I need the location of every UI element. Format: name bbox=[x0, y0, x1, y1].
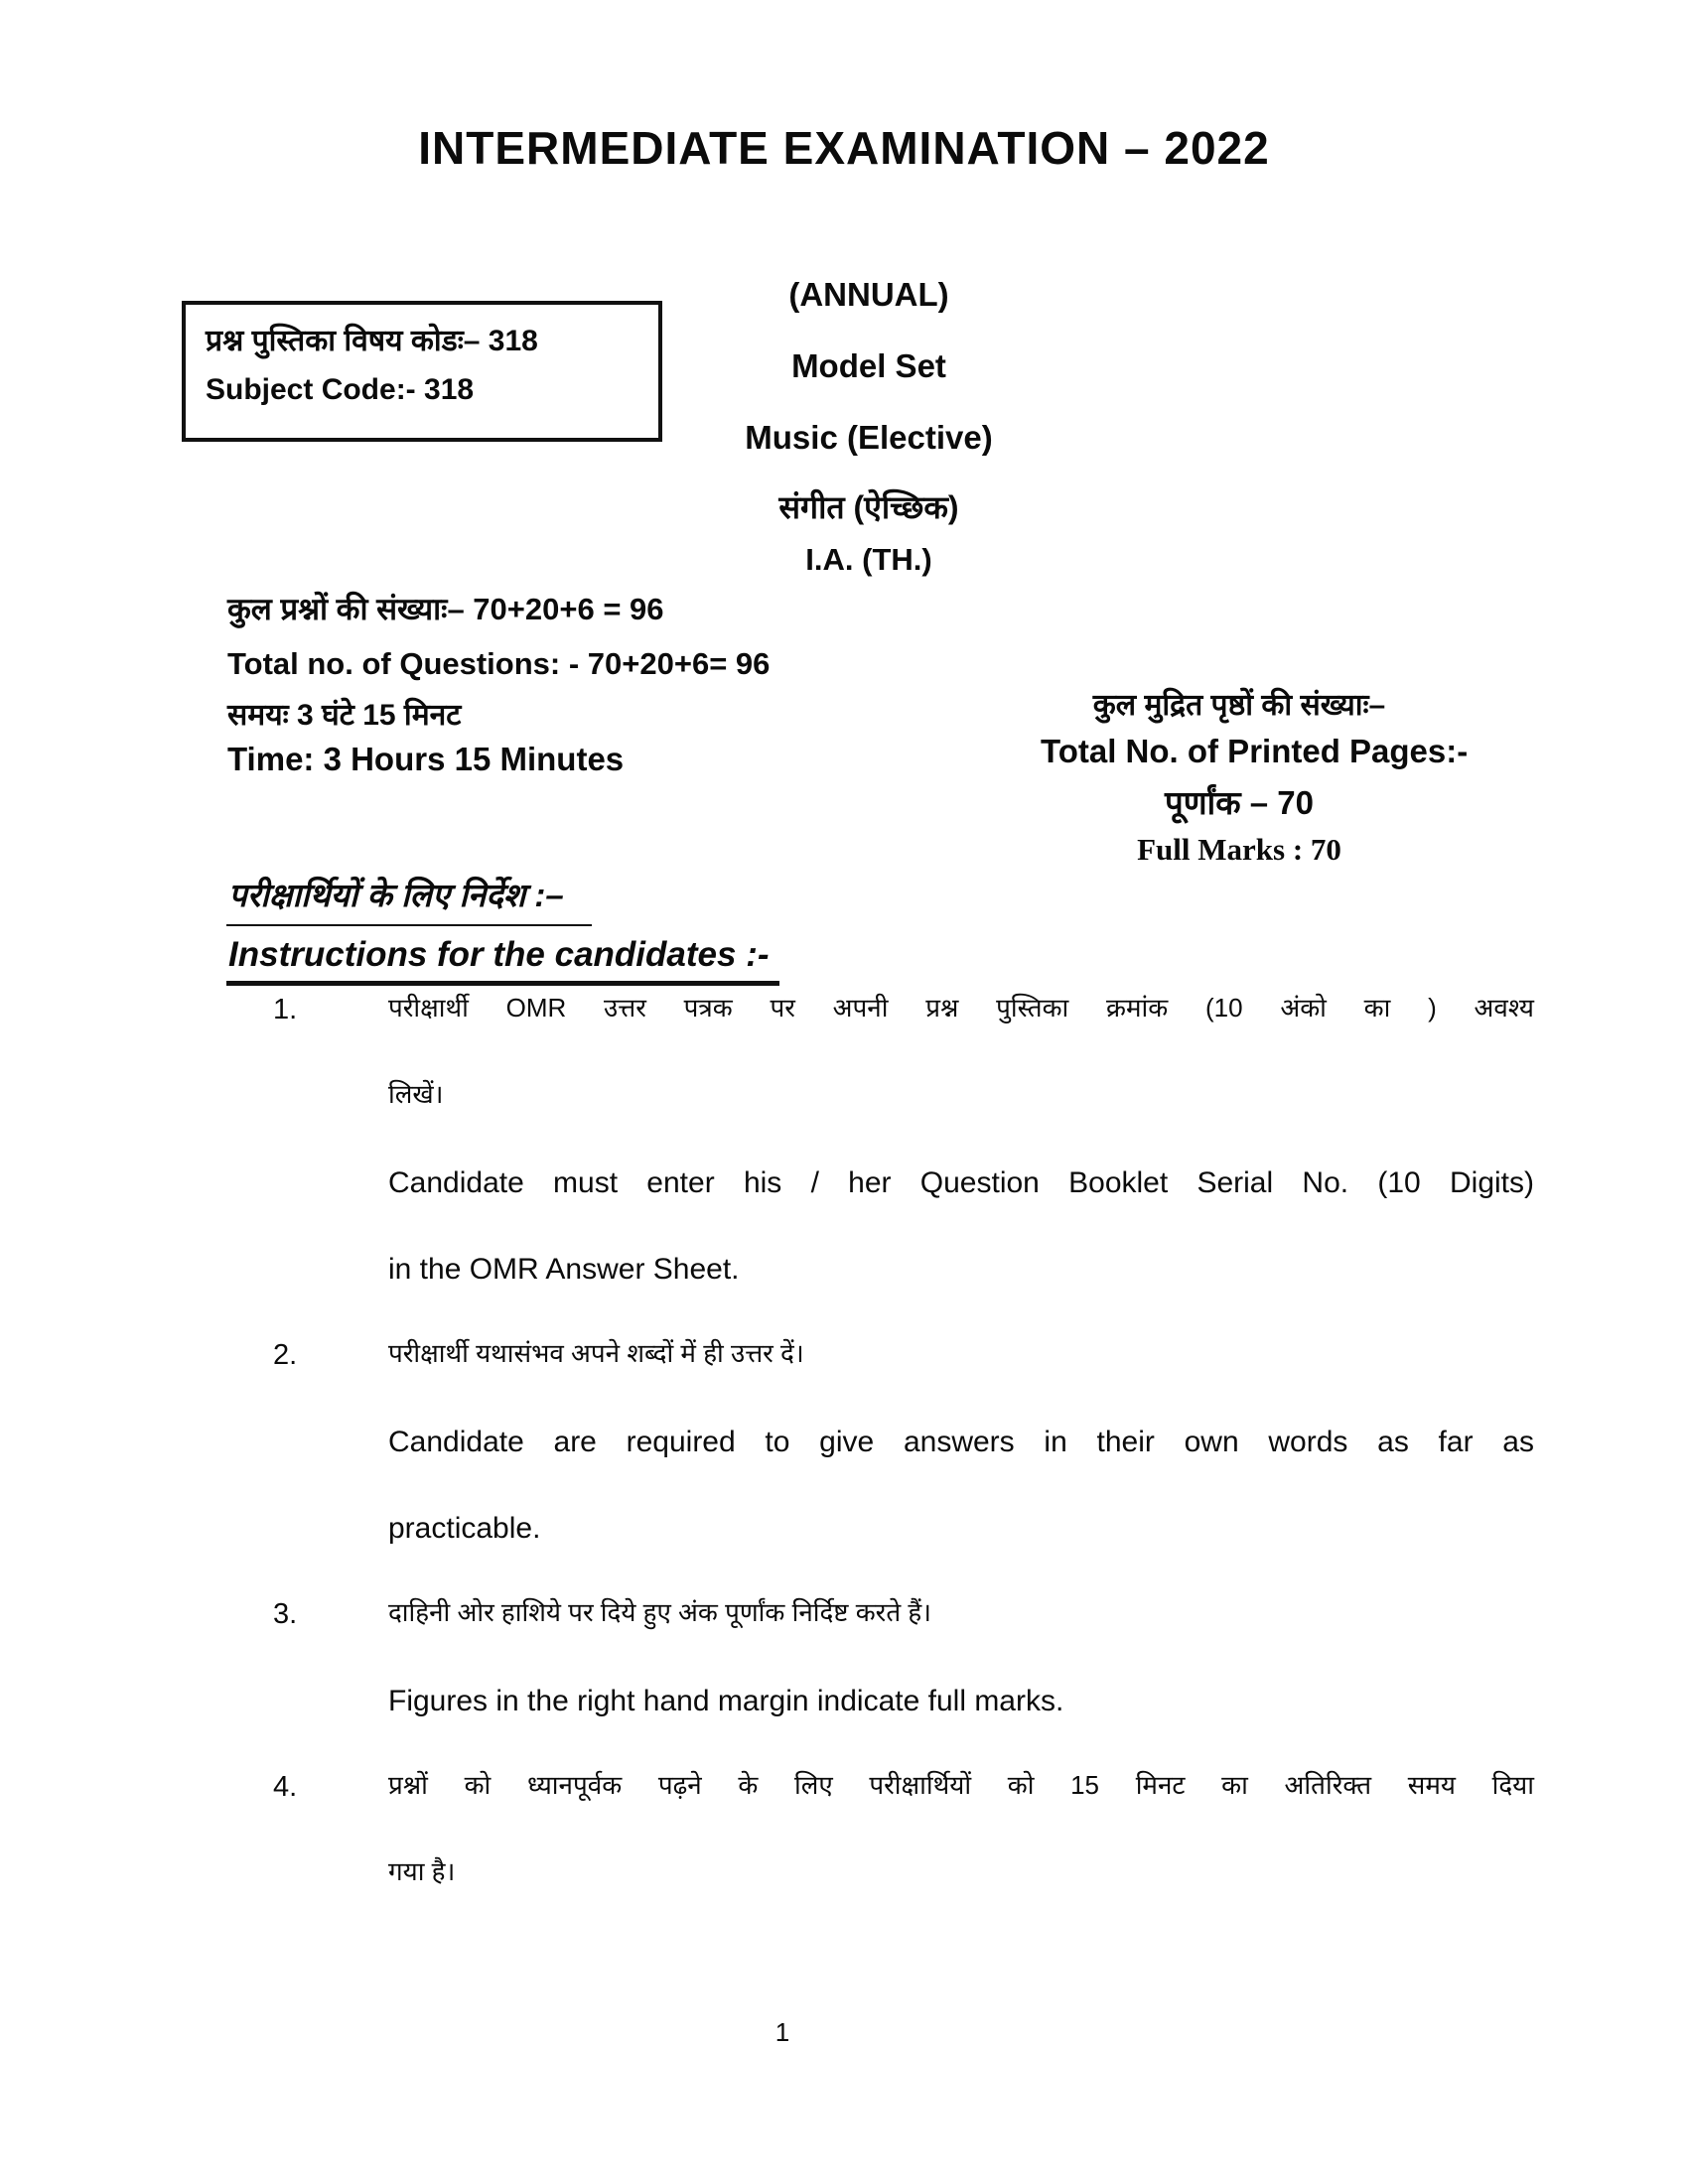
instruction-line: परीक्षार्थी यथासंभव अपने शब्दों में ही उत्तर दें। bbox=[388, 1338, 804, 1368]
instruction-number: 4. bbox=[273, 1771, 298, 1803]
instruction-line: Candidate must enter his / her Question Booklet Serial No. (10 Digits) bbox=[388, 1166, 1534, 1199]
meta-right-block bbox=[1041, 683, 1469, 868]
instruction-line: Figures in the right hand margin indicate full marks. bbox=[388, 1685, 1064, 1717]
time-english: Time: 3 Hours 15 Minutes bbox=[227, 741, 625, 777]
instruction-line: लिखें। bbox=[388, 1079, 444, 1109]
instruction-line: in the OMR Answer Sheet. bbox=[388, 1253, 740, 1286]
instruction-number bbox=[273, 1509, 388, 1512]
subject-name-heading: Music (Elective) bbox=[745, 419, 993, 456]
instruction-row bbox=[273, 1250, 1534, 1336]
instruction-row bbox=[273, 1682, 1534, 1768]
instruction-row bbox=[273, 1509, 1534, 1595]
instruction-number: 1. bbox=[273, 994, 298, 1025]
instruction-line: practicable. bbox=[388, 1512, 541, 1545]
instruction-number bbox=[273, 1163, 388, 1166]
instructions-heading-hindi: परीक्षार्थियों के लिए निर्देश :– bbox=[226, 872, 592, 926]
instruction-line: परीक्षार्थी OMR उत्तर पत्रक पर अपनी प्रश्न पुस्तिका क्रमांक (10 अंको का ) अवश्य bbox=[388, 993, 1534, 1023]
instruction-row bbox=[273, 1854, 1534, 1941]
meta-left-block bbox=[227, 588, 982, 778]
subject-name-hindi-heading: संगीत (ऐच्छिक) bbox=[778, 489, 959, 525]
full-marks-english: Full Marks : 70 bbox=[1137, 832, 1341, 867]
model-set-heading: Model Set bbox=[791, 347, 946, 384]
total-questions-hindi: कुल प्रश्नों की संख्याः– 70+20+6 = 96 bbox=[227, 592, 664, 626]
instruction-row bbox=[273, 1077, 1534, 1163]
instruction-line: गया है। bbox=[388, 1856, 456, 1886]
instruction-row bbox=[273, 991, 1534, 1077]
total-questions-english: Total no. of Questions: - 70+20+6= 96 bbox=[227, 646, 771, 681]
page-number: 1 bbox=[774, 2017, 790, 2047]
instructions-list bbox=[273, 991, 1534, 1941]
paper-code-heading: I.A. (TH.) bbox=[805, 542, 932, 577]
instruction-number bbox=[273, 1077, 388, 1080]
instruction-row bbox=[273, 1163, 1534, 1250]
instruction-number: 3. bbox=[273, 1598, 298, 1630]
instruction-number bbox=[273, 1682, 388, 1685]
instruction-row bbox=[273, 1595, 1534, 1682]
instruction-line: दाहिनी ओर हाशिये पर दिये हुए अंक पूर्णांक निर्दिष्ट करते हैं। bbox=[388, 1597, 932, 1627]
instruction-number bbox=[273, 1854, 388, 1857]
printed-pages-english: Total No. of Printed Pages:- bbox=[1041, 733, 1469, 769]
full-marks-hindi: पूर्णांक – 70 bbox=[1165, 784, 1314, 821]
instruction-number: 2. bbox=[273, 1339, 298, 1371]
printed-pages-hindi: कुल मुद्रित पृष्ठों की संख्याः– bbox=[1092, 689, 1386, 722]
instructions-heading-english: Instructions for the candidates :- bbox=[226, 935, 779, 986]
instruction-line: Candidate are required to give answers in their own words as far as bbox=[388, 1426, 1534, 1458]
instruction-row bbox=[273, 1423, 1534, 1509]
instruction-row bbox=[273, 1336, 1534, 1423]
subject-code-hindi: प्रश्न पुस्तिका विषय कोडः– 318 bbox=[206, 325, 538, 357]
instruction-number bbox=[273, 1250, 388, 1253]
subject-code-english: Subject Code:- 318 bbox=[206, 373, 475, 406]
instruction-row bbox=[273, 1768, 1534, 1854]
page-title: INTERMEDIATE EXAMINATION – 2022 bbox=[418, 122, 1270, 174]
time-hindi: समयः 3 घंटे 15 मिनट bbox=[227, 699, 462, 732]
instruction-number bbox=[273, 1423, 388, 1426]
instruction-line: प्रश्नों को ध्यानपूर्वक पढ़ने के लिए परीक्षार्थियों को 15 मिनट का अतिरिक्त समय दिया bbox=[388, 1770, 1534, 1800]
annual-heading: (ANNUAL) bbox=[788, 276, 949, 313]
